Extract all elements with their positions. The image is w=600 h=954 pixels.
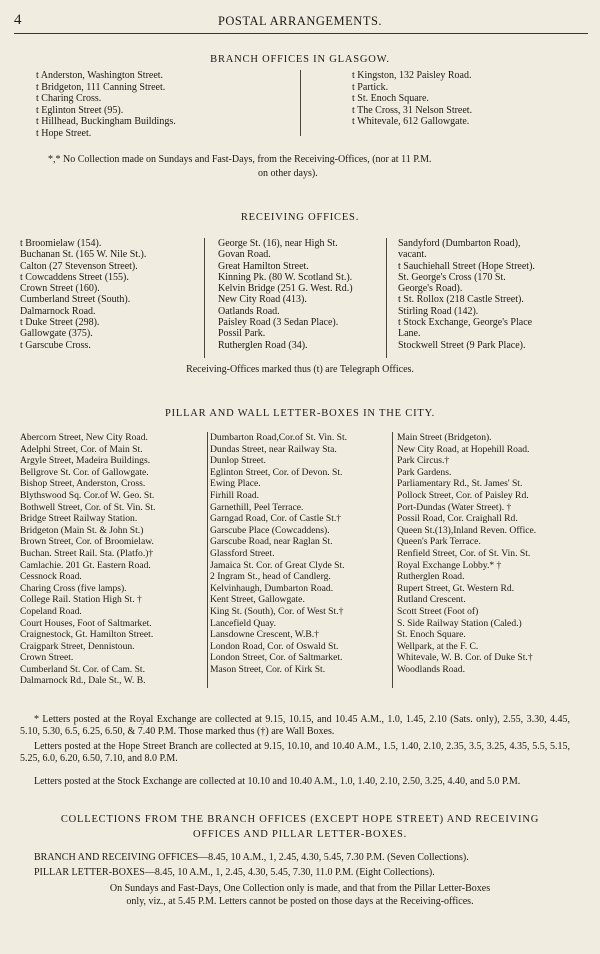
receiving-office-item: Kinning Pk. (80 W. Scotland St.).: [218, 271, 353, 283]
receiving-offices-col1: [20, 238, 146, 351]
pillar-collections-line: PILLAR LETTER-BOXES—8.45, 10 A.M., 1, 2.45, 4.30, 5.45, 7.30, 11.0 P.M. (Eight Collections).: [34, 867, 435, 878]
letter-box-item: Bridge Street Railway Station.: [20, 513, 138, 525]
receiving-office-item: Stockwell Street (9 Park Place).: [398, 339, 526, 351]
letter-box-item: Eglinton Street, Cor. of Devon. St.: [210, 466, 343, 478]
receiving-office-item: Oatlands Road.: [218, 305, 280, 317]
hope-street-note: Letters posted at the Hope Street Branch are collected at 9.15, 10.10, and 10.40 A.M., 1.5, 1.40, 2.10, 2.35, 3.5, 3.25, 4.35, 5.5, 5.15, 5.25, 6.0, 6.20, 6.50, 7.10, and 8.0 P.M.: [20, 741, 570, 765]
letter-box-item: St. Enoch Square.: [397, 629, 466, 641]
letter-box-item: S. Side Railway Station (Caled.): [397, 617, 522, 629]
telegraph-note: Receiving-Offices marked thus (t) are Telegraph Offices.: [186, 364, 414, 375]
letter-box-item: Garngad Road, Cor. of Castle St.†: [210, 513, 342, 525]
receiving-office-item: Possil Park.: [218, 328, 266, 340]
receiving-office-item: Rutherglen Road (34).: [218, 339, 308, 351]
pillar-boxes-col3: [397, 432, 536, 675]
letter-box-item: Royal Exchange Lobby.* †: [397, 559, 502, 571]
letter-box-item: Bellgrove St. Cor. of Gallowgate.: [20, 466, 149, 478]
letter-box-item: Craigpark Street, Dennistoun.: [20, 640, 135, 652]
branch-office-item: t Hope Street.: [36, 127, 92, 139]
receiving-office-item: t Stock Exchange, George's Place: [398, 317, 533, 329]
receiving-office-item: vacant.: [398, 249, 427, 261]
receiving-offices-col3: [398, 238, 535, 351]
letter-box-item: New City Road, at Hopehill Road.: [397, 443, 530, 455]
receiving-office-item: t Broomielaw (154).: [20, 238, 102, 249]
page-number: 4: [14, 12, 22, 28]
branch-office-item: t Kingston, 132 Paisley Road.: [352, 70, 472, 81]
letter-box-item: Parliamentary Rd., St. James' St.: [397, 478, 523, 490]
letter-box-item: Possil Road, Cor. Craighall Rd.: [397, 513, 518, 525]
letter-box-item: Wellpark, at the F. C.: [397, 640, 479, 652]
letter-box-item: Crown Street.: [20, 652, 74, 664]
branch-office-item: t Hillhead, Buckingham Buildings.: [36, 116, 176, 127]
pillar-boxes-col2: [210, 432, 347, 675]
letter-box-item: Rutherglen Road.: [397, 571, 465, 583]
receiving-office-item: Sandyford (Dumbarton Road),: [398, 238, 521, 249]
receiving-office-item: t Sauchiehall Street (Hope Street).: [398, 260, 535, 272]
letter-box-item: Copeland Road.: [20, 605, 82, 617]
letter-box-item: Craignestock, Gt. Hamilton Street.: [20, 629, 154, 641]
letter-box-item: Abercorn Street, New City Road.: [20, 432, 148, 443]
receiving-office-item: Govan Road.: [218, 249, 271, 261]
letter-box-item: Garnethill, Peel Terrace.: [210, 501, 304, 513]
branch-office-item: t Anderston, Washington Street.: [36, 70, 164, 81]
receiving-office-item: t Cowcaddens Street (155).: [20, 271, 129, 283]
letter-box-item: Lancefield Quay.: [210, 617, 276, 629]
letter-box-item: Park Circus.†: [397, 455, 450, 467]
letter-box-item: Cumberland St. Cor. of Cam. St.: [20, 663, 145, 675]
letter-box-item: Buchan. Street Rail. Sta. (Platfo.)†: [20, 547, 154, 559]
letter-box-item: Main Street (Bridgeton).: [397, 432, 492, 443]
letter-box-item: Adelphi Street, Cor. of Main St.: [20, 443, 143, 455]
letter-box-item: Blythswood Sq. Cor.of W. Geo. St.: [20, 489, 155, 501]
branch-office-item: t Partick.: [352, 81, 389, 93]
letter-box-item: Bridgeton (Main St. & John St.): [20, 524, 144, 536]
letter-box-item: Rutland Crescent.: [397, 594, 466, 606]
letter-box-item: Rupert Street, Gt. Western Rd.: [397, 582, 515, 594]
column-divider: [207, 432, 208, 688]
branch-office-item: t The Cross, 31 Nelson Street.: [352, 104, 473, 116]
receiving-office-item: Crown Street (160).: [20, 283, 100, 295]
letter-box-item: Garscube Place (Cowcaddens).: [210, 524, 330, 536]
receiving-office-item: George St. (16), near High St.: [218, 238, 338, 249]
branch-office-item: t Bridgeton, 111 Canning Street.: [36, 81, 166, 93]
letter-box-item: Charing Cross (five lamps).: [20, 582, 127, 594]
letter-box-item: Court Houses, Foot of Saltmarket.: [20, 617, 152, 629]
letter-box-item: 2 Ingram St., head of Candlerg.: [210, 571, 331, 583]
letter-box-item: Kent Street, Gallowgate.: [210, 594, 305, 606]
letter-box-item: Dunlop Street.: [210, 455, 266, 467]
receiving-office-item: Great Hamilton Street.: [218, 260, 309, 272]
letter-box-item: Bothwell Street, Cor. of St. Vin. St.: [20, 501, 156, 513]
branch-office-item: t Charing Cross.: [36, 93, 102, 104]
receiving-office-item: Cumberland Street (South).: [20, 294, 131, 306]
branch-office-item: t Whitevale, 612 Gallowgate.: [352, 116, 470, 127]
letter-box-item: Ewing Place.: [210, 478, 261, 490]
column-divider: [386, 238, 387, 358]
receiving-office-item: Gallowgate (375).: [20, 328, 93, 340]
letter-box-item: King St. (South), Cor. of West St.†: [210, 605, 344, 617]
column-divider: [392, 432, 393, 688]
receiving-office-item: George's Road).: [398, 283, 463, 295]
receiving-office-item: t Duke Street (298).: [20, 317, 100, 329]
pillar-boxes-col1: [20, 432, 155, 687]
letter-box-item: College Rail. Station High St. †: [20, 594, 142, 606]
letter-box-item: Queen's Park Terrace.: [397, 536, 481, 548]
letter-box-item: London Street, Cor. of Saltmarket.: [210, 652, 343, 664]
letter-box-item: Dundas Street, near Railway Sta.: [210, 443, 337, 455]
sunday-note-line2: only, viz., at 5.45 P.M. Letters cannot be posted on those days at the Receiving-offices.: [126, 896, 474, 907]
branch-note-line2: on other days).: [258, 168, 318, 179]
letter-box-item: Whitevale, W. B. Cor. of Duke St.†: [397, 652, 533, 664]
sunday-note-line1: On Sundays and Fast-Days, One Collection only is made, and that from the Pillar Letter-Boxes: [109, 883, 491, 894]
letter-box-item: Renfield Street, Cor. of St. Vin. St.: [397, 547, 531, 559]
branch-offices-left-list: [36, 70, 176, 139]
letter-box-item: Brown Street, Cor. of Broomielaw.: [20, 536, 154, 548]
branch-office-item: t St. Enoch Square.: [352, 93, 429, 104]
letter-box-item: Cessnock Road.: [20, 571, 82, 583]
letter-box-item: Dalmarnock Rd., Dale St., W. B.: [20, 675, 146, 687]
receiving-office-item: Stirling Road (142).: [398, 305, 479, 317]
receiving-office-item: t St. Rollox (218 Castle Street).: [398, 294, 524, 306]
letter-box-item: Garscube Road, near Raglan St.: [210, 536, 333, 548]
stock-exchange-note: Letters posted at the Stock Exchange are collected at 10.10 and 10.40 A.M., 1.0, 1.40, 2.10, 2.50, 3.25, 4.40, and 5.0 P.M.: [34, 776, 521, 787]
receiving-offices-col2: [218, 238, 353, 351]
branch-note-line1: *,* No Collection made on Sundays and Fast-Days, from the Receiving-Offices, (nor at 11 P.M.: [48, 154, 432, 165]
letter-box-item: Park Gardens.: [397, 466, 452, 478]
letter-box-item: Woodlands Road.: [397, 663, 465, 675]
letter-box-item: Firhill Road.: [210, 489, 260, 501]
branch-office-item: t Eglinton Street (95).: [36, 104, 124, 116]
receiving-office-item: Calton (27 Stevenson Street).: [20, 260, 138, 272]
letter-box-item: Argyle Street, Madeira Buildings.: [20, 455, 151, 467]
collections-heading-line1: COLLECTIONS FROM THE BRANCH OFFICES (EXCEPT HOPE STREET) AND RECEIVING: [60, 814, 540, 825]
receiving-office-item: Lane.: [398, 328, 421, 340]
receiving-office-item: t Garscube Cross.: [20, 339, 91, 351]
receiving-office-item: Paisley Road (3 Sedan Place).: [218, 317, 339, 329]
column-divider: [204, 238, 205, 358]
column-divider: [300, 70, 301, 136]
collections-heading-line2: OFFICES AND PILLAR LETTER-BOXES.: [192, 829, 408, 840]
receiving-office-item: St. George's Cross (170 St.: [398, 271, 506, 283]
letter-box-item: Kelvinhaugh, Dumbarton Road.: [210, 582, 334, 594]
letter-box-item: Camlachie. 201 Gt. Eastern Road.: [20, 559, 151, 571]
branch-offices-heading: BRANCH OFFICES IN GLASGOW.: [210, 54, 390, 65]
letter-box-item: Pollock Street, Cor. of Paisley Rd.: [397, 489, 529, 501]
letter-box-item: Bishop Street, Anderston, Cross.: [20, 478, 146, 490]
letter-box-item: Glassford Street.: [210, 547, 275, 559]
letter-box-item: Lansdowne Crescent, W.B.†: [210, 629, 319, 641]
branch-offices-right-list: [352, 70, 472, 128]
receiving-office-item: Buchanan St. (165 W. Nile St.).: [20, 249, 147, 261]
pillar-boxes-heading: PILLAR AND WALL LETTER-BOXES IN THE CITY.: [164, 408, 436, 419]
letter-box-item: Scott Street (Foot of): [397, 605, 479, 617]
receiving-offices-heading: RECEIVING OFFICES.: [240, 212, 360, 223]
running-head: POSTAL ARRANGEMENTS.: [217, 14, 383, 28]
letter-box-item: London Road, Cor. of Oswald St.: [210, 640, 339, 652]
receiving-office-item: Dalmarnock Road.: [20, 305, 96, 317]
letter-box-item: Queen St.(13),Inland Reven. Office.: [397, 524, 537, 536]
receiving-office-item: New City Road (413).: [218, 294, 307, 306]
letter-box-item: Port-Dundas (Water Street). †: [397, 501, 512, 513]
branch-collections-line: BRANCH AND RECEIVING OFFICES—8.45, 10 A.M., 1, 2.45, 4.30, 5.45, 7.30 P.M. (Seven Collections).: [34, 852, 469, 863]
letter-box-item: Dumbarton Road,Cor.of St. Vin. St.: [210, 432, 348, 443]
header-rule: [14, 33, 588, 34]
letter-box-item: Jamaica St. Cor. of Great Clyde St.: [210, 559, 345, 571]
receiving-office-item: Kelvin Bridge (251 G. West. Rd.): [218, 283, 353, 295]
royal-exchange-note: * Letters posted at the Royal Exchange are collected at 9.15, 10.15, and 10.45 A.M., 1.0, 1.45, 2.10 (Sats. only), 2.55, 3.30, 4.45, 5.10, 5.30, 6.5, 6.25, 6.50, & 7.40 P.M. Those marked thus (†) are Wall Boxes.: [20, 714, 570, 738]
letter-box-item: Mason Street, Cor. of Kirk St.: [210, 663, 326, 675]
